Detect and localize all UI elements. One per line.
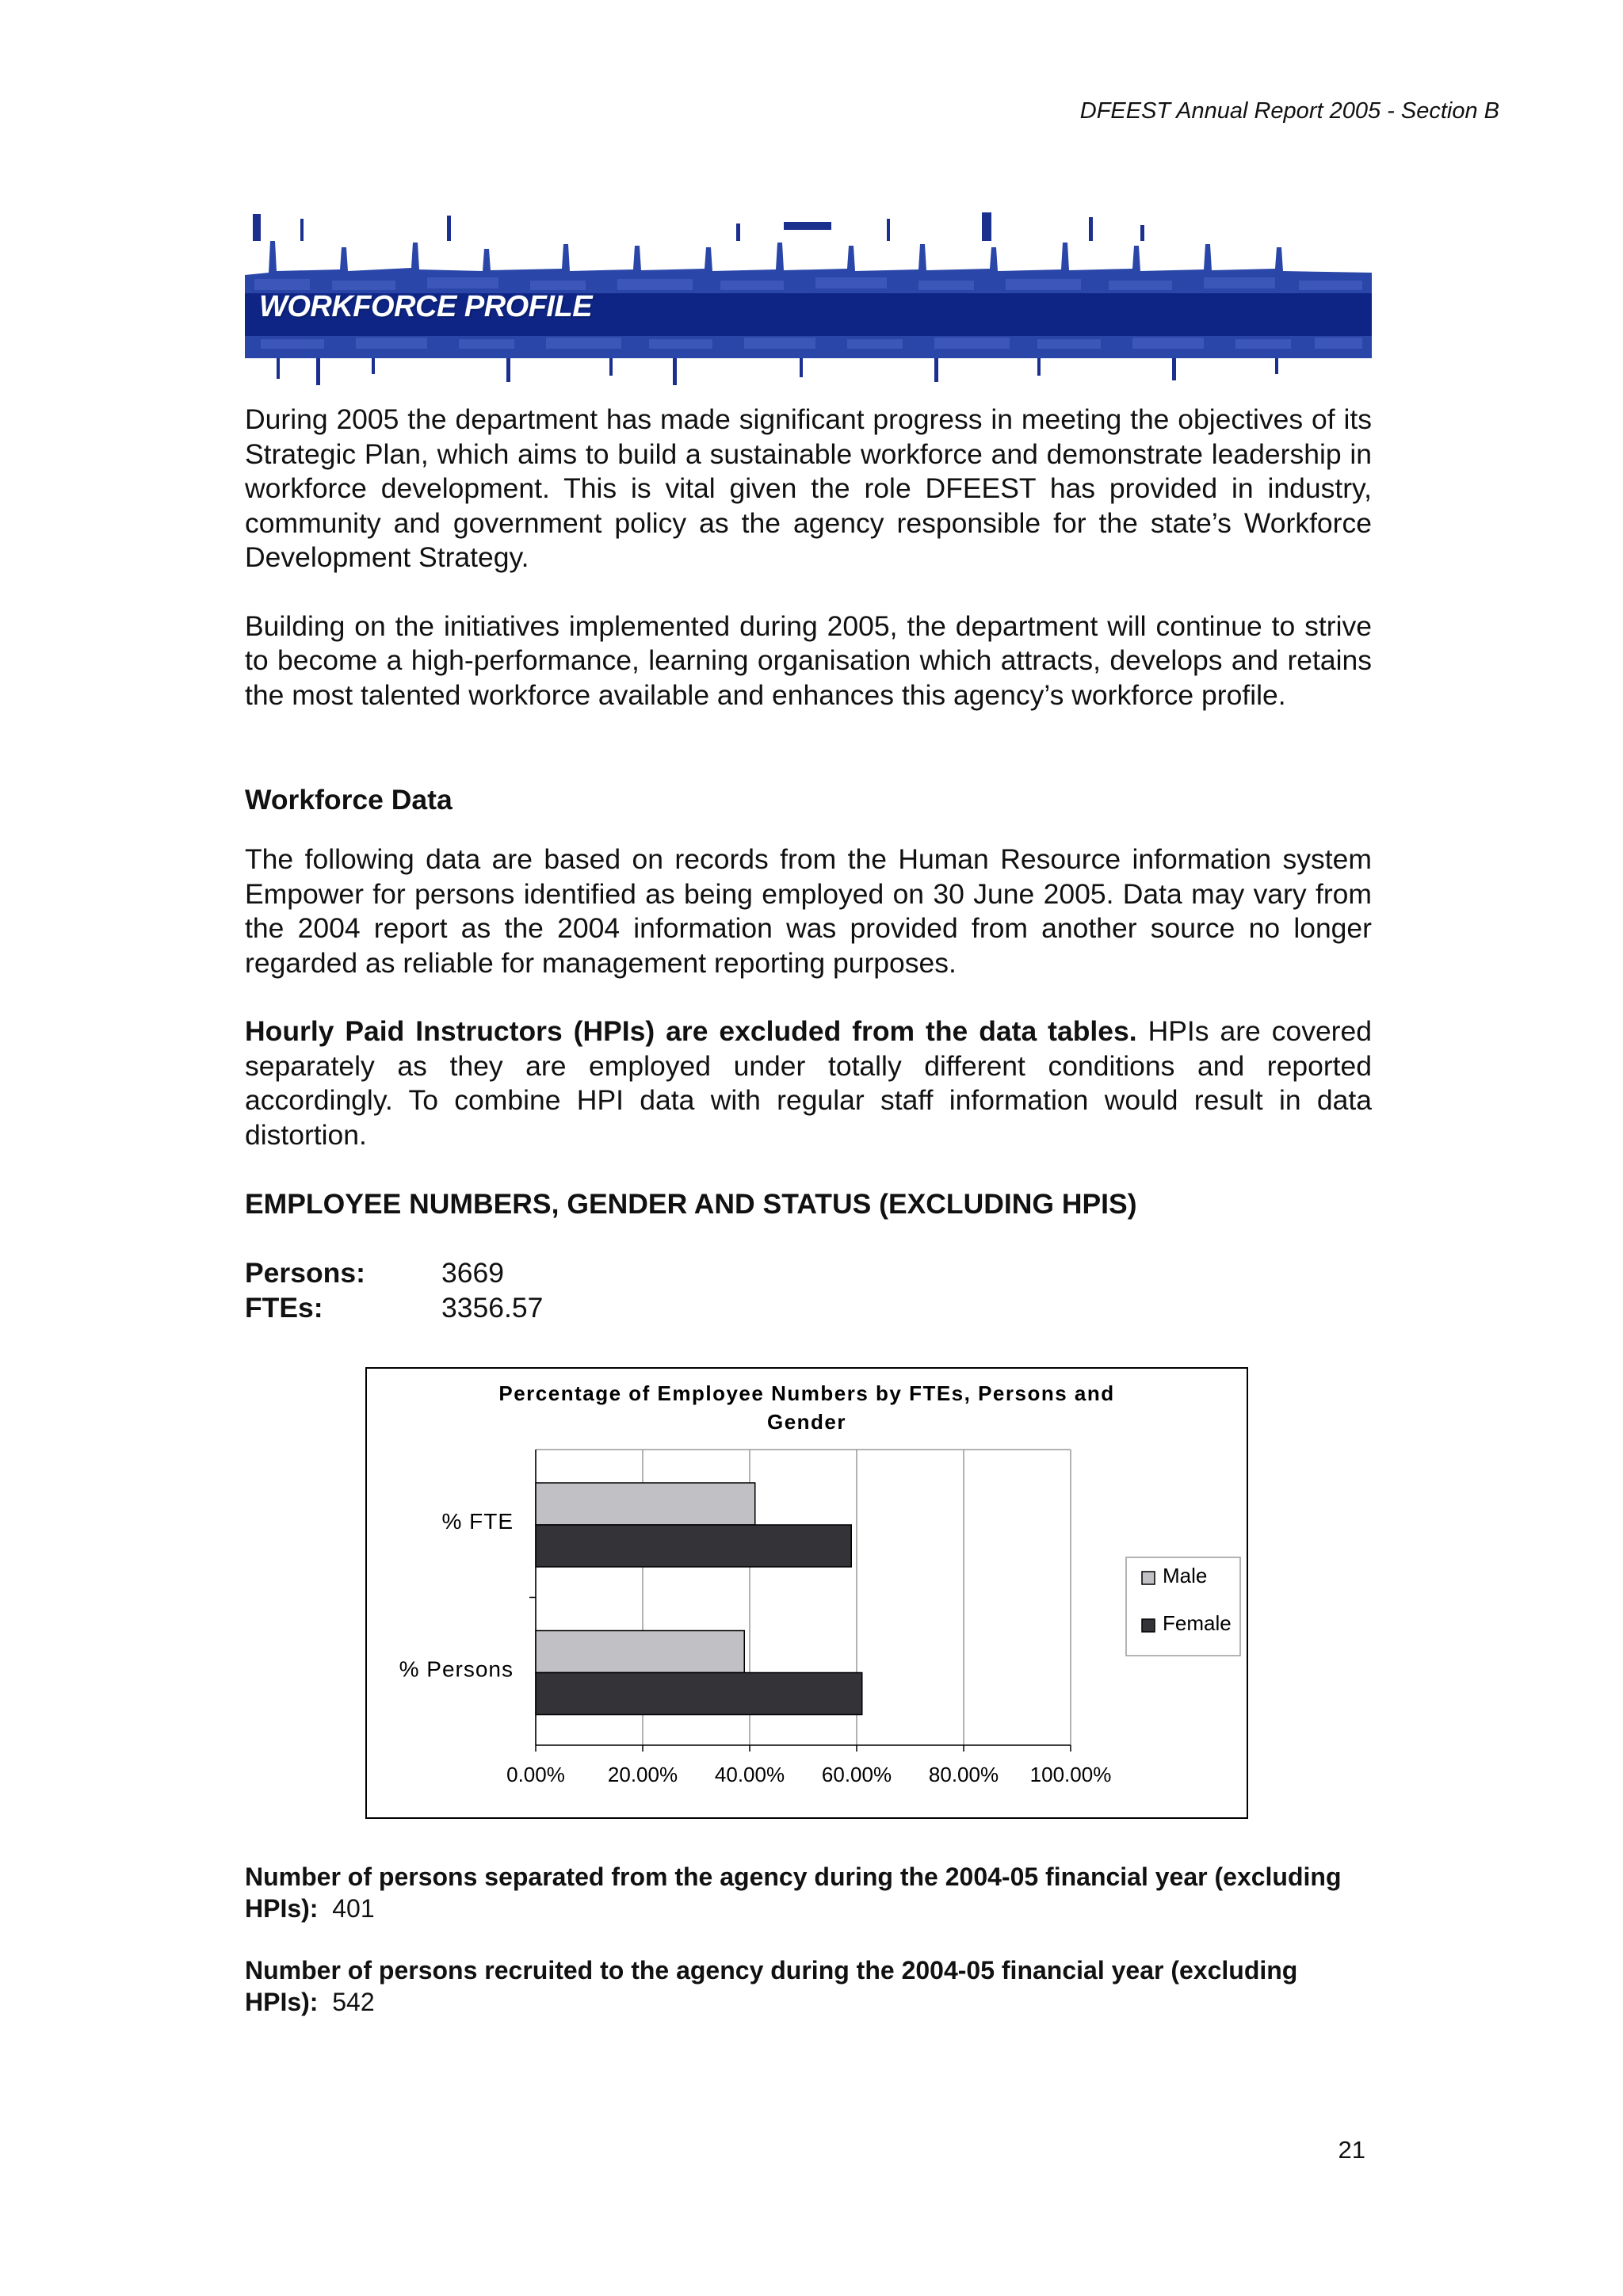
x-tick-label: 100.00% — [1029, 1763, 1112, 1786]
persons-label: Persons: — [245, 1257, 365, 1289]
workforce-data-heading: Workforce Data — [245, 784, 453, 816]
employee-section-heading: EMPLOYEE NUMBERS, GENDER AND STATUS (EXCLUDING HPIS) — [245, 1188, 1137, 1220]
hpi-rest-text: HPIs are covered separately as they are employed under totally different conditions and reported accordingly. To combine HPI data with regular staff information would result in data distortion. — [245, 1015, 1372, 1151]
employee-stats — [245, 1256, 1372, 1325]
x-tick-label: 20.00% — [607, 1763, 678, 1786]
gender-chart — [365, 1367, 1248, 1819]
chart-canvas — [367, 1369, 1247, 1817]
workforce-data-section — [245, 784, 1372, 816]
ftes-row — [245, 1291, 1372, 1326]
employee-section — [245, 1188, 1372, 1221]
legend-label-male: Male — [1163, 1564, 1208, 1587]
recruited-note — [245, 1954, 1372, 2018]
x-tick-label: 40.00% — [714, 1763, 785, 1786]
ftes-label: FTEs: — [245, 1291, 323, 1324]
legend-swatch-female — [1142, 1619, 1155, 1632]
section-banner — [245, 208, 1372, 395]
y-category-label: % FTE — [441, 1509, 514, 1534]
ftes-value: 3356.57 — [441, 1291, 544, 1324]
x-tick-label: 80.00% — [928, 1763, 999, 1786]
x-tick-label: 60.00% — [821, 1763, 892, 1786]
bar-female — [536, 1673, 862, 1715]
hpi-paragraph — [245, 1014, 1372, 1152]
legend-swatch-male — [1142, 1572, 1155, 1584]
intro-paragraph-1: During 2005 the department has made significant progress in meeting the objectives of its Strategic Plan, which aims to build a sustainable workforce and demonstrate leadership in workforce development. This is vital given the role DFEEST has provided in industry, community and government policy as the agency responsible for the state’s Workforce Development Strategy. — [245, 403, 1372, 573]
intro-section — [245, 403, 1372, 712]
bar-female — [536, 1525, 851, 1567]
chart-title: Percentage of Employee Numbers by FTEs, Persons and Gender — [498, 1381, 1115, 1434]
bar-male — [536, 1483, 755, 1525]
workforce-data-body — [245, 842, 1372, 1152]
persons-row — [245, 1256, 1372, 1291]
x-tick-label: 0.00% — [506, 1763, 565, 1786]
page-number: 21 — [1338, 2136, 1365, 2164]
separated-note — [245, 1861, 1372, 1924]
recruited-value: 542 — [332, 1988, 375, 2016]
running-header: DFEEST Annual Report 2005 - Section B — [1079, 98, 1499, 124]
intro-paragraph-2: Building on the initiatives implemented during 2005, the department will continue to strive to become a high-performance, learning organisation which attracts, develops and retains the most talented workforce available and enhances this agency’s workforce profile. — [245, 609, 1372, 711]
bar-male — [536, 1631, 744, 1673]
recruited-label: Number of persons recruited to the agency during the 2004-05 financial year (excluding HPIs): — [245, 1956, 1298, 2016]
separated-value: 401 — [332, 1894, 375, 1923]
banner-title: WORKFORCE PROFILE — [259, 290, 593, 323]
hpi-bold-text: Hourly Paid Instructors (HPIs) are excluded from the data tables. — [245, 1015, 1137, 1047]
separated-label: Number of persons separated from the agency during the 2004-05 financial year (excluding HPIs): — [245, 1862, 1342, 1923]
workforce-data-paragraph: The following data are based on records from the Human Resource information system Empower for persons identified as being employed on 30 June 2005. Data may vary from the 2004 report as the 2004 information was provided from another source no longer regarded as reliable for management reporting purposes. — [245, 843, 1372, 979]
persons-value: 3669 — [441, 1257, 504, 1289]
y-category-label: % Persons — [399, 1656, 514, 1682]
legend-label-female: Female — [1163, 1611, 1232, 1635]
